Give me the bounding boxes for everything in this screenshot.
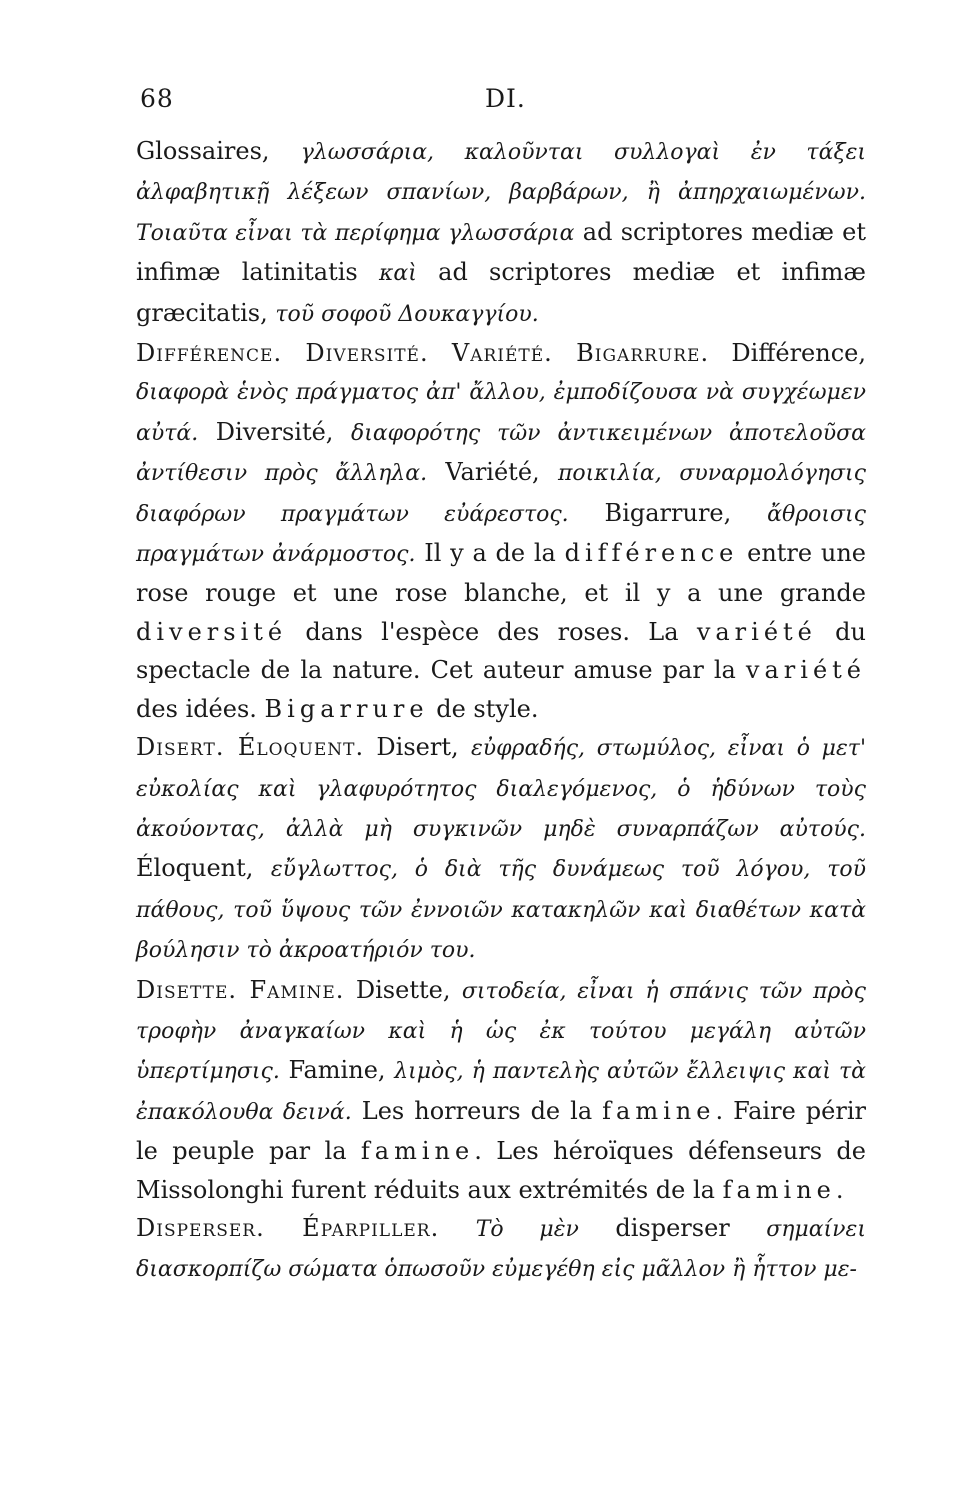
greek-gloss: εὔγλωττος, ὁ διὰ τῆς δυνάμεως τοῦ λόγου, τοῦ πάθους, τοῦ ὕψους τῶν ἐννοιῶν κατακηλῶν καὶ διαθέτων κατὰ βούλησιν τὸ ἀκροατήριόν του. [136,857,866,964]
entry-text: Il y a de la [415,539,565,568]
entry-text: Famine, [279,1056,395,1085]
entry-text: . [835,1175,844,1204]
entry-text: ad scriptores mediæ et infimæ græcitatis, [136,258,866,327]
entry-text: entre une rose rouge et une rose blanche, et il y a une grande [136,539,866,608]
entry-text: du spectacle de la nature. Cet auteur amuse par la [136,617,866,685]
greek-gloss: τοῦ σοφοῦ Δουκαγγίου. [275,301,539,327]
dictionary-entry [136,971,866,1209]
greek-gloss: Τὸ μὲν [475,1216,579,1242]
spaced-example: Bigarrure [264,694,429,723]
dictionary-entry [136,728,866,970]
greek-gloss: σιτοδεία, εἶναι ἡ σπάνις τῶν πρὸς τροφὴν ἀναγκαίων καὶ ἡ ὡς ἐκ τούτου μεγάλη αὐτῶν ὑπερτίμησις. [136,978,866,1085]
entry-text: disperser [578,1213,767,1242]
entry-text: Différence, [709,339,866,368]
entry-text: dans l'espèce des roses. La [287,617,697,646]
spaced-example: variété [745,656,866,685]
greek-gloss: εὐφραδής, στωμύλος, εἶναι ὁ μετ' εὐκολίας καὶ γλαφυρότητος διαλεγόμενος, ὁ ἡδύνων τοὺς ἀκούοντας, ἀλλὰ μὴ συγκινῶν μηδὲ συναρπάζων αὐτούς. [136,736,866,842]
entry-text: ad scriptores mediæ et infimæ latinitatis [136,217,867,287]
entry-text: Glossaires, [136,137,301,165]
greek-gloss: διαφορότης τῶν ἀντικειμένων ἀποτελοῦσα ἀντίθεσιν πρὸς ἄλληλα. [136,420,866,487]
entry-text: Bigarrure, [568,498,768,527]
dictionary-text [136,132,866,1290]
spaced-example: différence [564,539,739,568]
greek-gloss: σημαίνει διασκορπίζω σώματα ὁπωσοῦν εὐμεγέθη εἰς μᾶλλον ἢ ἧττον με- [136,1216,866,1283]
running-head [140,84,860,120]
greek-gloss: καὶ [378,261,417,287]
entry-text: Éloquent, [136,854,271,883]
dictionary-entry [136,132,866,334]
entry-text: de style. [428,694,539,723]
entry-headword: Différence. Diversité. Variété. Bigarrure. [136,339,710,368]
entry-text: . Les héroïques défenseurs de Missolonghi furent réduits aux extrémités de la [136,1137,866,1204]
entry-text: . Faire périr le peuple par la [136,1096,866,1166]
entry-text: Disert, [364,733,471,762]
spaced-example: variété [696,617,817,646]
entry-text: des idées. [136,694,265,723]
greek-gloss: ἄθροισις πραγμάτων ἀνάρμοστος. [136,501,866,568]
entry-headword: Disert. Éloquent. [136,733,365,762]
entry-text: Disette, [344,975,462,1004]
entry-text: Les horreurs de la [351,1096,603,1125]
dictionary-entry [136,1209,866,1290]
entry-text [439,1214,475,1242]
spaced-example: diversité [136,617,288,646]
running-title: DI. [485,84,526,113]
greek-gloss: διαφορὰ ἑνὸς πράγματος ἀπ' ἄλλου, ἐμποδίζουσα νὰ συγχέωμεν αὐτά. [136,380,866,446]
greek-gloss: λιμὸς, ἡ παντελὴς αὐτῶν ἔλλειψις καὶ τὰ ἐπακόλουθα δεινά. [136,1059,867,1125]
entry-text: Diversité, [198,417,351,446]
spaced-example: famine [722,1175,836,1204]
entry-headword: Disperser. Éparpiller. [136,1213,440,1242]
spaced-example: famine [360,1137,475,1166]
page-number: 68 [140,84,174,113]
greek-gloss: ποικιλία, συναρμολόγησις διαφόρων πραγμάτων εὐάρεστος. [136,461,866,527]
dictionary-entry [136,334,866,728]
entry-text: Variété, [427,458,558,487]
entry-headword: Disette. Famine. [136,975,345,1004]
greek-gloss: γλωσσάρια, καλοῦνται συλλογαὶ ἐν τάξει ἀλφαβητικῇ λέξεων σπανίων, βαρβάρων, ἢ ἀπηρχαιωμένων. Τοιαῦτα εἶναι τὰ περίφημα γλωσσάρια [136,140,866,246]
spaced-example: famine [602,1096,716,1125]
